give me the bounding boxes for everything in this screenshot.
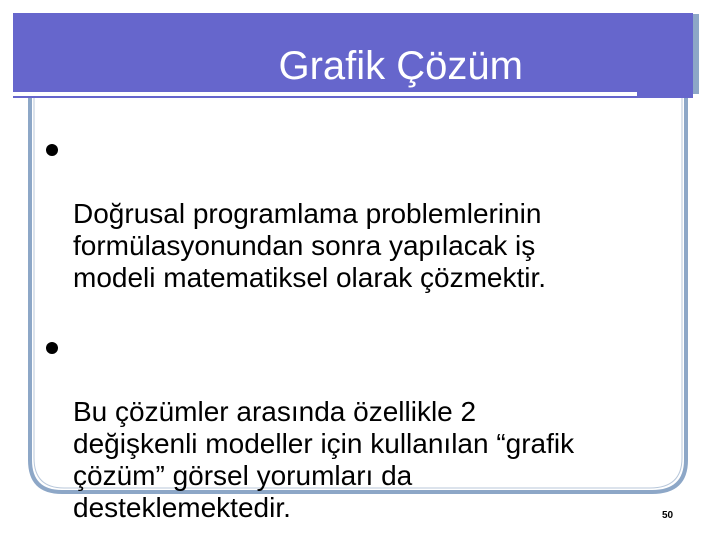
bullet-item	[46, 332, 676, 524]
bullet-dot-icon	[46, 144, 58, 156]
bullet-item	[46, 134, 676, 294]
bullet-text: Bu çözümler arasında özellikle 2 değişkenli modeller için kullanılan “grafik çözüm” görsel yorumları da desteklemektedir.	[73, 396, 575, 523]
bullet-dot-icon	[46, 342, 58, 354]
title-bar	[13, 13, 693, 98]
page-number: 50	[662, 510, 674, 521]
bullet-text: Doğrusal programlama problemlerinin formülasyonundan sonra yapılacak iş modeli matematiksel olarak çözmektir.	[73, 198, 547, 293]
slide-title: Grafik Çözüm	[278, 44, 523, 88]
bullet-list	[46, 134, 676, 540]
